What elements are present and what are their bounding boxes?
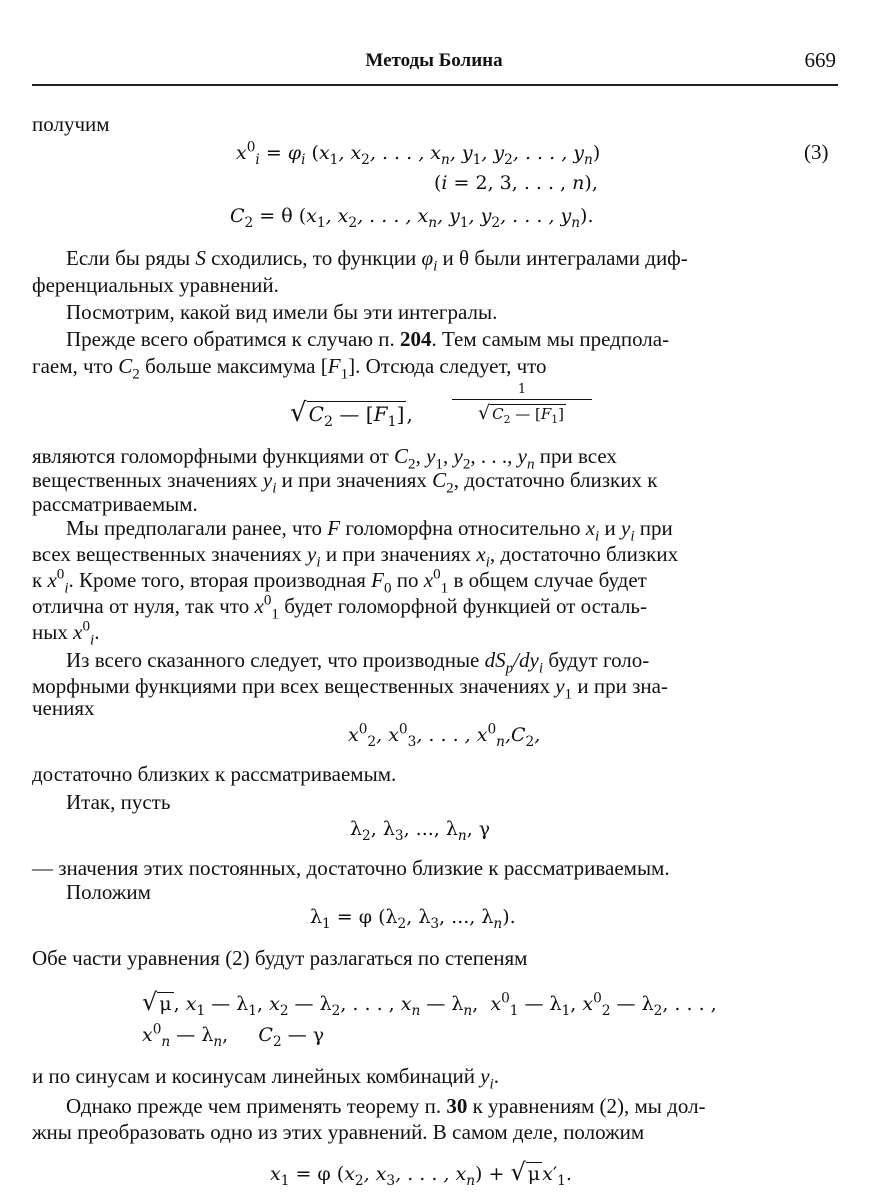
equation-3-line1	[236, 139, 601, 168]
para-1-line-2: ференциальных уравнений.	[32, 273, 279, 297]
text-poluchim: получим	[32, 112, 110, 136]
equation-number: (3)	[804, 140, 829, 164]
equation-3-line3: $C_2 = \theta$ ($x_1$, $x_2$, . . . , $x_n$, $y_1$, $y_2$, . . . , $y_n$).	[230, 205, 594, 231]
fraction-numerator: 1	[517, 382, 527, 397]
running-header	[32, 40, 836, 84]
fraction-denominator: √ $C_2$ — $[F_1]$	[477, 402, 565, 426]
para-4-line-3: рассматриваемым.	[32, 492, 198, 516]
para-5-line-2: всех вещественных значениях $y_i$ и при значениях $x_i$, достаточно близких	[32, 542, 679, 571]
para-5-line-4: отлична от нуля, так что $x^0_1$ будет голоморфной функцией от осталь-	[32, 592, 648, 623]
eq3-a-math: $x^0_i = \varphi_i$ ($x_1$, $x_2$, . . . , $x_n$, $y_1$, $y_2$, . . . , $y_n$)	[236, 139, 601, 168]
para-1-line-1: Если бы ряды S сходились, то функции $\varphi_i$ и θ были интегралами диф-	[66, 246, 688, 275]
sqrt-expression: √ $C_2$ — $[F_1]$ ,	[290, 398, 413, 431]
page-number: 669	[804, 48, 836, 72]
series-line-2: $x^0_n$ — $\lambda_n$, $C_2$ — γ	[142, 1021, 325, 1050]
lambda1-equation: $\lambda_1 = \varphi$ ($\lambda_2$, $\lambda_3$, ..., $\lambda_n$).	[310, 906, 516, 932]
final-equation: $x_1 = \varphi$ ($x_2$, $x_3$, . . . , $x_n$) + √ μ $x'_1$.	[270, 1158, 572, 1189]
para-8: Итак, пусть	[66, 790, 171, 814]
para-5-line-5: ных $x^0_i$.	[32, 618, 100, 649]
para-9: — значения этих постоянных, достаточно близкие к рассматриваемым.	[32, 856, 670, 880]
para-3-line-1: Прежде всего обратимся к случаю п. 204. Тем самым мы предпола-	[66, 327, 670, 351]
para-6-line-1: Из всего сказанного следует, что производные $dS_p/dy_i$ будут голо-	[66, 648, 650, 677]
para-4-line-2: вещественных значениях $y_i$ и при значениях $C_2$, достаточно близких к	[32, 468, 658, 497]
para-6-line-3: чениях	[32, 696, 95, 720]
para-13-line-1: Однако прежде чем применять теорему п. 30 к уравнениям (2), мы дол-	[66, 1094, 706, 1118]
equation-3-line2: (i = 2, 3, . . . , n),	[434, 172, 598, 194]
header-rule	[32, 84, 838, 86]
series-line-1: √ μ , $x_1$ — $\lambda_1$, $x_2$ — $\lambda_2$, . . . , $x_n$ — $\lambda_n$, $x^0_1$ — $\lambda_1$, $x^0_2$ — $\lambda_2$, . . . ,	[142, 988, 717, 1019]
para-10: Положим	[66, 880, 151, 904]
fraction-expression	[452, 382, 592, 424]
para-6-line-2: морфными функциями при всех вещественных значениях $y_1$ и при зна-	[32, 674, 668, 703]
para-2: Посмотрим, какой вид имели бы эти интегралы.	[66, 300, 498, 324]
lambda-list: $\lambda_2$, $\lambda_3$, ..., $\lambda_n$, γ	[350, 818, 491, 844]
para-7: достаточно близких к рассматриваемым.	[32, 762, 397, 786]
para-11: Обе части уравнения (2) будут разлагаться по степеням	[32, 946, 528, 970]
para-3-line-2: гаем, что $C_2$ больше максимума $[F_1]$. Отсюда следует, что	[32, 354, 547, 383]
para-5-line-1: Мы предполагали ранее, что F голоморфна относительно $x_i$ и $y_i$ при	[66, 516, 673, 545]
x0-list: $x^0_2$, $x^0_3$, . . . , $x^0_n,C_2$,	[348, 721, 541, 750]
fraction-bar	[452, 399, 592, 400]
chapter-title: Методы Болина	[365, 50, 503, 71]
para-12: и по синусам и косинусам линейных комбинаций $y_i$.	[32, 1064, 499, 1093]
para-13-line-2: жны преобразовать одно из этих уравнений. В самом деле, положим	[32, 1120, 645, 1144]
para-4-line-1: являются голоморфными функциями от $C_2$, $y_1$, $y_2$, . . ., $y_n$ при всех	[32, 444, 617, 473]
para-5-line-3: к $x^0_i$. Кроме того, вторая производная $F_0$ по $x^0_1$ в общем случае будет	[32, 566, 647, 597]
